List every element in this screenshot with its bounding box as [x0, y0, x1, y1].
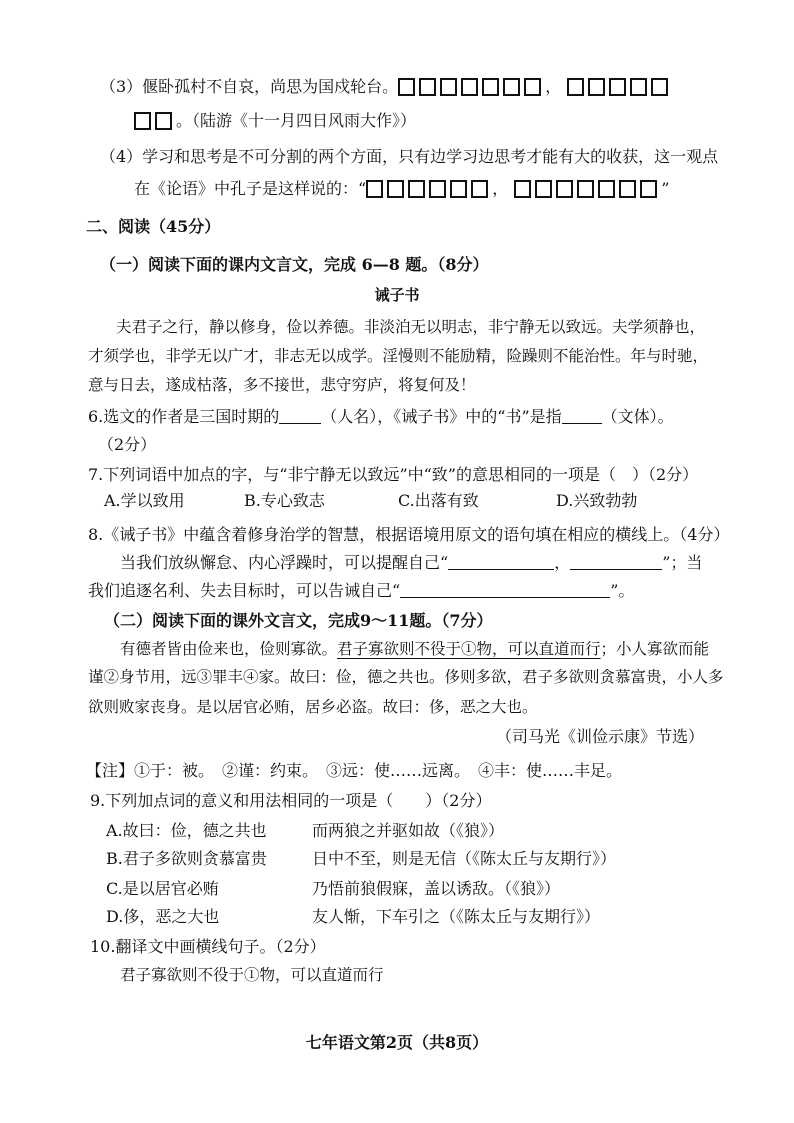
q4-close-quote: ”: [661, 179, 670, 198]
q3-answer-boxes-2[interactable]: [567, 77, 672, 96]
q4-answer-boxes-2[interactable]: [514, 179, 661, 198]
q8-text-a: 当我们放纵懈怠、内心浮躁时，可以提醒自己“: [120, 553, 449, 572]
part1-heading: （一）阅读下面的课内文言文，完成 6—8 题。（8分）: [100, 255, 489, 274]
q6-text-c: （文体）。: [601, 407, 674, 426]
q7-option-c[interactable]: C.出落有致: [398, 491, 479, 510]
q3-source: 。（陆游《十一月四日风雨大作》）: [176, 111, 417, 130]
part1-title: 诫子书: [374, 286, 420, 304]
part2-notes: 【注】①于：被。 ②谨：约束。 ③远：使……远离。 ④丰：使……丰足。: [86, 761, 623, 780]
part2-line1-a: 有德者皆由俭来也，俭则寡欲。: [120, 640, 338, 658]
q8-line3: [88, 580, 634, 602]
q7-option-d[interactable]: D.兴致勃勃: [556, 491, 638, 510]
part2-text-line2: 谨②身节用，远③罪丰④家。故曰：俭，德之共也。侈则多欲，君子多欲则贪慕富贵，小人多: [88, 668, 724, 686]
q8-text-d: 我们追逐名利、失去目标时，可以告诫自己“: [88, 581, 401, 600]
q8-line2: [120, 552, 702, 574]
part2-underlined-sentence: 君子寡欲则不役于①物，可以直道而行: [337, 640, 601, 658]
part1-text-line3: 意与日去，遂成枯落，多不接世，悲守穷庐，将复何及！: [88, 376, 476, 394]
q7-stem: 7.下列词语中加点的字，与“非宁静无以致远”中“致”的意思相同的一项是（ ）（2分）: [88, 465, 699, 484]
q8-blank-1[interactable]: [448, 569, 554, 570]
q3-line1: [100, 76, 672, 98]
q9-option-c-right: 乃悟前狼假寐，盖以诱敌。（《狼》）: [312, 879, 561, 898]
q6-points: （2分）: [98, 435, 157, 454]
q8-text-c: ”；当: [662, 553, 703, 572]
q6-blank-genre[interactable]: [562, 423, 602, 424]
q10-stem: 10.翻译文中画横线句子。（2分）: [90, 937, 326, 956]
part2-text-line1: [120, 638, 709, 660]
part2-text-line3: 欲则败家丧身。是以居官必贿，居乡必盗。故曰：侈，恶之大也。: [88, 698, 538, 716]
q4-line1: （4）学习和思考是不可分割的两个方面，只有边学习边思考才能有大的收获，这一观点: [100, 147, 719, 166]
q4-line2: [134, 178, 669, 200]
q9-option-c-left[interactable]: C.是以居官必贿: [106, 879, 219, 898]
q9-option-a-right: 而两狼之并驱如故（《狼》）: [312, 821, 505, 840]
q6-line1: [88, 406, 674, 428]
q9-option-d-right: 友人惭，下车引之（《陈太丘与友期行》）: [312, 907, 601, 926]
q3-answer-boxes-3[interactable]: [134, 111, 176, 130]
q8-blank-3[interactable]: [400, 597, 610, 598]
part1-text-line1: 夫君子之行，静以修身，俭以养德。非淡泊无以明志，非宁静无以致远。夫学须静也，: [116, 318, 706, 336]
q8-text-e: ”。: [610, 581, 635, 600]
part2-heading: （二）阅读下面的课外文言文，完成9～11题。（7分）: [104, 611, 493, 630]
part1-text-line2: 才须学也，非学无以广才，非志无以成学。淫慢则不能励精，险躁则不能治性。年与时驰，: [88, 347, 709, 365]
q9-option-a-left[interactable]: A.故曰：俭，德之共也: [106, 821, 267, 840]
q6-text-b: （人名），《诫子书》中的“书”是指: [321, 407, 562, 426]
q9-option-b-left[interactable]: B.君子多欲则贪慕富贵: [106, 849, 267, 868]
section2-title: 二、阅读（45分）: [86, 217, 221, 236]
q4-answer-boxes-1[interactable]: [366, 179, 492, 198]
q8-stem: 8.《诫子书》中蕴含着修身治学的智慧，根据语境用原文的语句填在相应的横线上。（4分）: [88, 525, 730, 544]
q7-option-a[interactable]: A.学以致用: [104, 491, 185, 510]
q8-blank-2[interactable]: [570, 569, 662, 570]
q6-text-a: 6.选文的作者是三国时期的: [88, 407, 280, 426]
q9-stem: 9.下列加点词的意义和用法相同的一项是（ ）（2分）: [90, 791, 492, 810]
page-footer: 七年语文第2页（共8页）: [305, 1033, 489, 1052]
part2-line1-c: ；小人寡欲而能: [600, 640, 710, 658]
q9-option-d-left[interactable]: D.侈，恶之大也: [106, 907, 220, 926]
q9-option-b-right: 日中不至，则是无信（《陈太丘与友期行》）: [312, 849, 617, 868]
part2-source: （司马光《训俭示康》节选）: [496, 727, 705, 746]
q3-line2: [134, 110, 416, 132]
q10-sentence: 君子寡欲则不役于①物，可以直道而行: [120, 966, 384, 984]
q3-answer-boxes-1[interactable]: [398, 77, 545, 96]
q3-text: （3）偃卧孤村不自哀，尚思为国戍轮台。: [100, 77, 399, 96]
q4-text: 在《论语》中孔子是这样说的：“: [134, 179, 367, 198]
q3-separator: ，: [545, 77, 562, 96]
q6-blank-author[interactable]: [279, 423, 321, 424]
q4-separator: ，: [492, 179, 509, 198]
q7-option-b[interactable]: B.专心致志: [244, 491, 325, 510]
q8-text-b: ，: [554, 553, 571, 572]
